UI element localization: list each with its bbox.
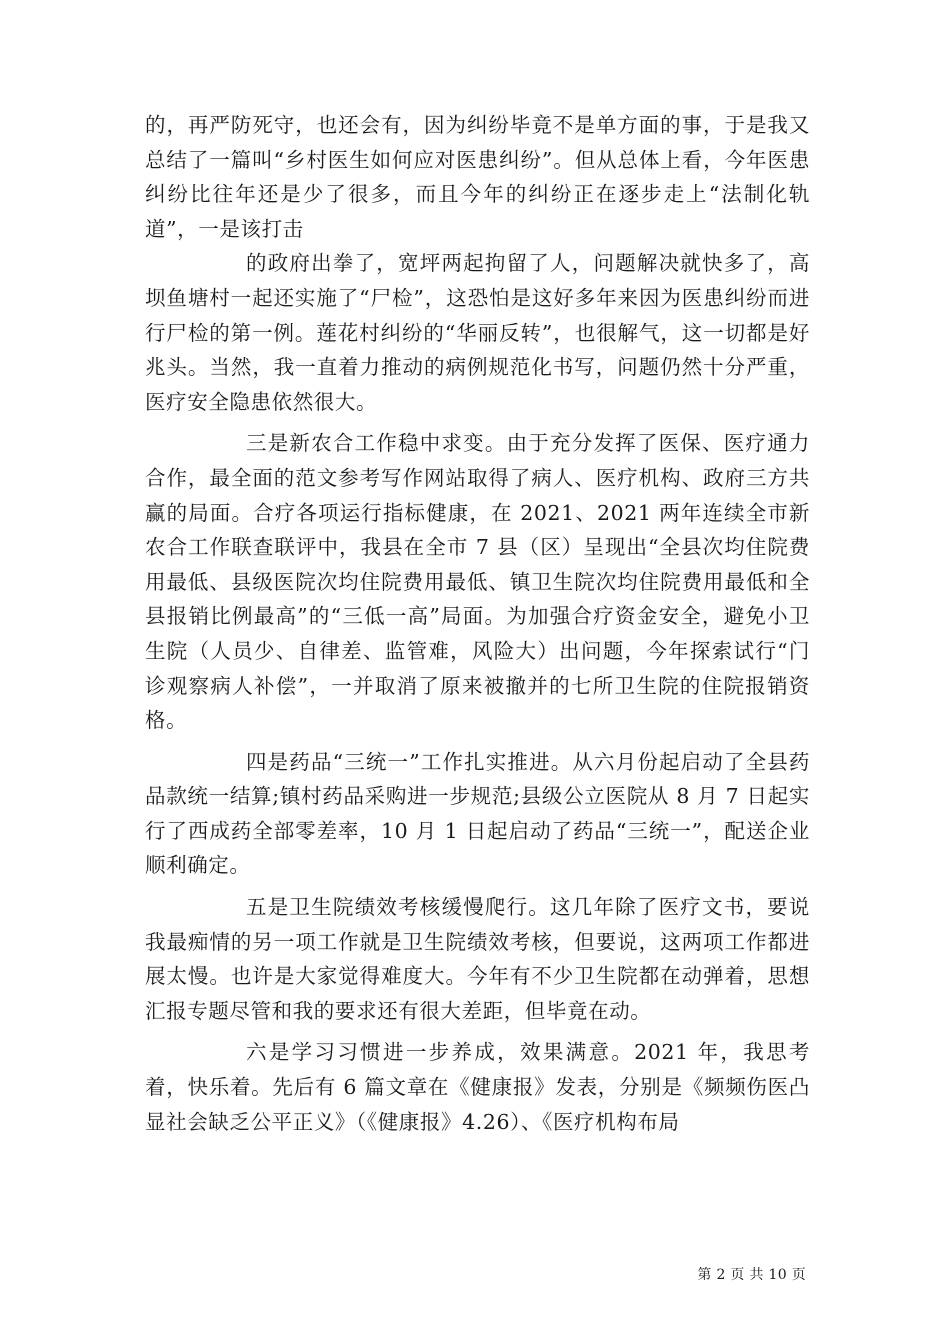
page-number: 第 2 页 共 10 页 [697,1267,806,1283]
paragraph-2: 的政府出拳了，宽坪两起拘留了人，问题解决就快多了，高坝鱼塘村一起还实施了“尸检”，这恐怕是这好多年来因为医患纠纷而进行尸检的第一例。莲花村纠纷的“华丽反转”，也很解气，这一切都是好兆头。当然，我一直着力推动的病例规范化书写，问题仍然十分严重，医疗安全隐患依然很大。 [145,251,810,414]
paragraph-5: 五是卫生院绩效考核缓慢爬行。这几年除了医疗文书，要说我最痴情的另一项工作就是卫生院绩效考核，但要说，这两项工作都进展太慢。也许是大家觉得难度大。今年有不少卫生院都在动弹着，思想汇报专题尽管和我的要求还有很大差距，但毕竟在动。 [145,895,810,1023]
paragraph-1: 的，再严防死守，也还会有，因为纠纷毕竟不是单方面的事，于是我又总结了一篇叫“乡村医生如何应对医患纠纷”。但从总体上看，今年医患纠纷比往年还是少了很多，而且今年的纠纷正在逐步走上“法制化轨道”，一是该打击 [145,113,810,241]
paragraph-4: 四是药品“三统一”工作扎实推进。从六月份起启动了全县药品款统一结算;镇村药品采购进一步规范;县级公立医院从 8 月 7 日起实行了西成药全部零差率，10 月 1 日起启动了药品“三统一”，配送企业顺利确定。 [145,749,810,878]
paragraph-3: 三是新农合工作稳中求变。由于充分发挥了医保、医疗通力合作，最全面的范文参考写作网站取得了病人、医疗机构、政府三方共赢的局面。合疗各项运行指标健康，在 2021、2021 两年连续全市新农合工作联查联评中，我县在全市 7 县（区）呈现出“全县次均住院费用最低、县级医院次均住院费用最低、镇卫生院次均住院费用最低和全县报销比例最高”的“三低一高”局面。为加强合疗资金安全，避免小卫生院（人员少、自律差、监管难，风险大）出问题，今年探索试行“门诊观察病人补偿”，一并取消了原来被撤并的七所卫生院的住院报销资格。 [145,431,810,733]
paragraph-6: 六是学习习惯进一步养成，效果满意。2021 年，我思考着，快乐着。先后有 6 篇文章在《健康报》发表，分别是《频频伤医凸显社会缺乏公平正义》（《健康报》4.26）、《医疗机构布局 [145,1040,810,1134]
body-text [145,108,810,1139]
